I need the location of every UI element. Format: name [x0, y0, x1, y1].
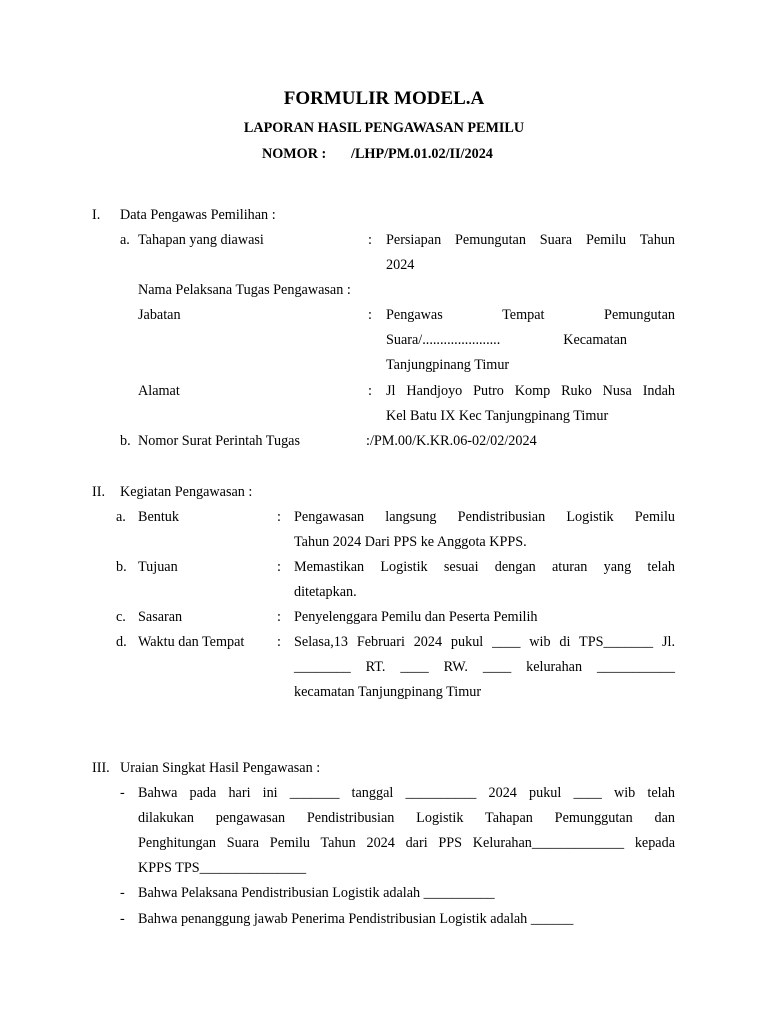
jabatan-label: Jabatan: [138, 307, 181, 323]
s3-item3-bullet: -: [120, 911, 125, 927]
s1-a-label: Tahapan yang diawasi: [138, 232, 264, 248]
report-title: LAPORAN HASIL PENGAWASAN PEMILU: [243, 120, 525, 136]
s3-item1-line4: KPPS TPS_______________: [138, 860, 307, 876]
alamat-colon: :: [368, 383, 372, 399]
jabatan-colon: :: [368, 307, 372, 323]
s2-c-label: Sasaran: [138, 609, 183, 625]
section2-number: II.: [92, 484, 105, 500]
s2-b-value-line1: Memastikan Logistik sesuai dengan aturan yang telah: [294, 559, 675, 575]
jabatan-value-line1: Pengawas Tempat Pemungutan: [386, 307, 675, 323]
s2-b-colon: :: [277, 559, 281, 575]
s2-d-label: Waktu dan Tempat: [138, 634, 245, 650]
s1-a-number: a.: [120, 232, 130, 248]
s3-item1-line2: dilakukan pengawasan Pendistribusian Logistik Tahapan Pemunggutan dan: [138, 810, 675, 826]
s2-a-value-line2: Tahun 2024 Dari PPS ke Anggota KPPS.: [294, 534, 527, 550]
section1-title: Data Pengawas Pemilihan :: [120, 207, 276, 223]
s2-a-colon: :: [277, 509, 281, 525]
s3-item3: Bahwa penanggung jawab Penerima Pendistribusian Logistik adalah ______: [138, 911, 574, 927]
s2-a-label: Bentuk: [138, 509, 179, 525]
form-title: FORMULIR MODEL.A: [283, 88, 485, 109]
section3-number: III.: [92, 760, 110, 776]
s1-b-number: b.: [120, 433, 131, 449]
section2-title: Kegiatan Pengawasan :: [120, 484, 253, 500]
nomor-label: NOMOR :: [262, 146, 327, 162]
s1-b-value: :/PM.00/K.KR.06-02/02/2024: [366, 433, 537, 449]
s1-b-label: Nomor Surat Perintah Tugas: [138, 433, 300, 449]
s2-a-number: a.: [116, 509, 126, 525]
nama-pelaksana-label: Nama Pelaksana Tugas Pengawasan :: [138, 282, 351, 298]
section3-title: Uraian Singkat Hasil Pengawasan :: [120, 760, 321, 776]
alamat-label: Alamat: [138, 383, 180, 399]
s2-d-value-line3: kecamatan Tanjungpinang Timur: [294, 684, 482, 700]
s2-c-value: Penyelenggara Pemilu dan Peserta Pemilih: [294, 609, 538, 625]
s2-b-number: b.: [116, 559, 127, 575]
s1-a-colon: :: [368, 232, 372, 248]
s2-b-label: Tujuan: [138, 559, 178, 575]
s3-item1-line3: Penghitungan Suara Pemilu Tahun 2024 dari PPS Kelurahan_____________ kepada: [138, 835, 675, 851]
s2-a-value-line1: Pengawasan langsung Pendistribusian Logistik Pemilu: [294, 509, 675, 525]
section1-number: I.: [92, 207, 101, 223]
s1-a-value-line2: 2024: [386, 257, 415, 273]
alamat-value-line2: Kel Batu IX Kec Tanjungpinang Timur: [386, 408, 609, 424]
s3-item1-line1: Bahwa pada hari ini _______ tanggal __________ 2024 pukul ____ wib telah: [138, 785, 675, 801]
s3-item2-bullet: -: [120, 885, 125, 901]
s2-c-colon: :: [277, 609, 281, 625]
alamat-value-line1: Jl Handjoyo Putro Komp Ruko Nusa Indah: [386, 383, 675, 399]
s3-item1-bullet: -: [120, 785, 125, 801]
jabatan-value-line3: Tanjungpinang Timur: [386, 357, 510, 373]
s2-b-value-line2: ditetapkan.: [294, 584, 357, 600]
s1-a-value-line1: Persiapan Pemungutan Suara Pemilu Tahun: [386, 232, 675, 248]
jabatan-value-line2: Suara/...................... Kecamatan: [386, 332, 627, 348]
s3-item2: Bahwa Pelaksana Pendistribusian Logistik adalah __________: [138, 885, 495, 901]
s2-d-colon: :: [277, 634, 281, 650]
nomor-value: /LHP/PM.01.02/II/2024: [351, 146, 493, 162]
s2-d-number: d.: [116, 634, 127, 650]
s2-d-value-line2: ________ RT. ____ RW. ____ kelurahan ___________: [294, 659, 675, 675]
s2-c-number: c.: [116, 609, 126, 625]
s2-d-value-line1: Selasa,13 Februari 2024 pukul ____ wib di TPS_______ Jl.: [294, 634, 675, 650]
